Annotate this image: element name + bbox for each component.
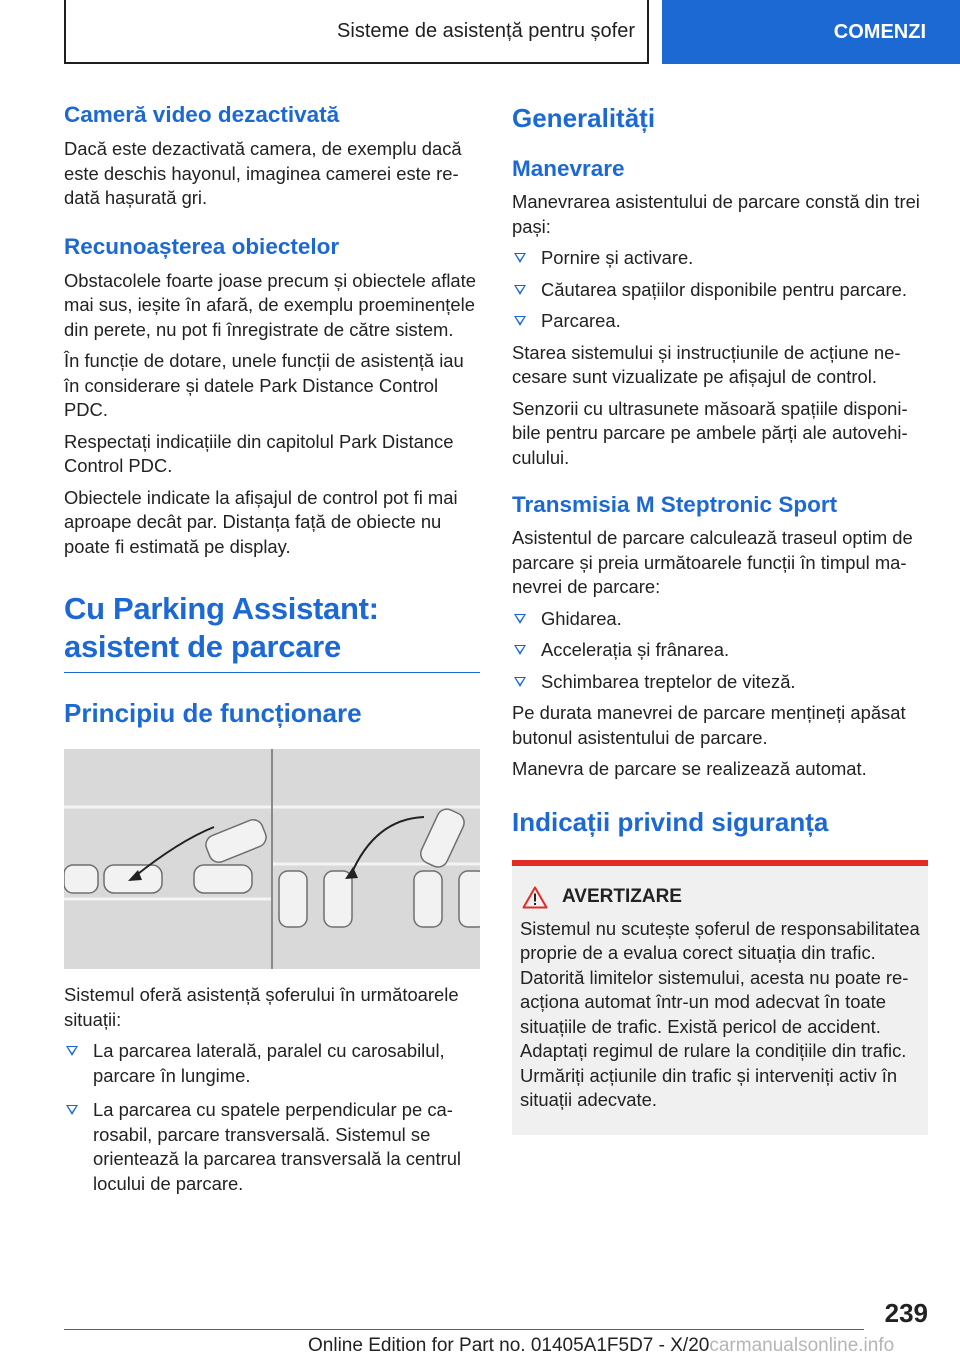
maneuver-paragraph: Starea sistemului și instrucțiunile de acțiune necesare sunt vizualizate pe afișajul de control. xyxy=(512,341,901,387)
section-title: Sisteme de asistență pentru șofer xyxy=(337,19,635,42)
left-column xyxy=(64,100,480,1196)
general-heading: Generalități xyxy=(512,103,656,133)
triangle-bullet-icon xyxy=(66,1105,78,1115)
warning-triangle-icon xyxy=(522,886,548,909)
triangle-bullet-icon xyxy=(514,316,526,326)
camera-text: Dacă este dezactivată camera, de exemplu dacă este deschis hayonul, imaginea camerei este redată hașurată gri. xyxy=(64,138,462,208)
transmission-paragraph: Manevra de parcare se realizează automat. xyxy=(512,758,867,779)
right-column xyxy=(512,100,928,1135)
list-item: Accelerația și frânarea. xyxy=(512,638,928,663)
recognition-paragraph: În funcție de dotare, unele funcții de asistență iau în considerare și datele Park Distance Control PDC. xyxy=(64,350,464,420)
list-item: Pornire și activare. xyxy=(512,246,928,271)
triangle-bullet-icon xyxy=(514,645,526,655)
warning-content xyxy=(512,866,928,1135)
safety-heading: Indicații privind siguranța xyxy=(512,806,829,837)
list-item: Schimbarea treptelor de viteză. xyxy=(512,670,928,695)
recognition-paragraph: Obstacolele foarte joase precum și obiectele aflate mai sus, ieșite în afară, de exemplu proeminențele din perete, nu pot fi înregistrate de către sistem. xyxy=(64,269,476,340)
chapter-title: COMENZI xyxy=(833,20,926,43)
transmission-list xyxy=(512,607,928,695)
watermark-text: carmanualsonline.info xyxy=(709,1335,895,1356)
page-number: 239 xyxy=(884,1298,928,1328)
heading-rule xyxy=(64,672,480,673)
triangle-bullet-icon xyxy=(514,614,526,624)
recognition-paragraph: Obiectele indicate la afișajul de control pot fi mai aproape decât par. Distanța față de obiecte nu poate fi estimată pe display. xyxy=(64,486,458,557)
main-heading: Cu Parking Assistant: asistent de parcare xyxy=(64,591,379,664)
transmission-heading: Transmisia M Steptronic Sport xyxy=(512,492,838,517)
parking-illustration-svg xyxy=(64,749,480,969)
triangle-bullet-icon xyxy=(514,285,526,295)
warning-title xyxy=(520,886,920,909)
camera-heading: Cameră video dezactivată xyxy=(64,102,340,127)
parking-illustration xyxy=(64,749,480,969)
list-item: Parcarea. xyxy=(512,309,928,334)
warning-box xyxy=(512,860,928,1135)
recognition-paragraph: Respectați indicațiile din capitolul Park Distance Control PDC. xyxy=(64,430,454,476)
warning-title-text: AVERTIZARE xyxy=(562,886,682,907)
maneuver-paragraph: Senzorii cu ultrasunete măsoară spațiile disponibile pentru parcare pe ambele părți ale autovehiculului. xyxy=(512,397,908,468)
edition-text: Online Edition for Part no. 01405A1F5D7 - X/20 xyxy=(308,1335,710,1356)
list-item: Ghidarea. xyxy=(512,607,928,632)
footer-edition xyxy=(308,1335,894,1357)
principle-list xyxy=(64,1039,480,1196)
header-section-title xyxy=(64,0,649,64)
maneuver-intro: Manevrarea asistentului de parcare constă din trei pași: xyxy=(512,191,920,237)
transmission-paragraph: Pe durata manevrei de parcare mențineți apăsat butonul asistentului de parcare. xyxy=(512,702,906,748)
list-item: La parcarea cu spatele perpendicular pe carosabil, parcare transversală. Sistemul se orientează la parcarea transversală la centrul locului de parcare. xyxy=(64,1098,480,1196)
principle-intro: Sistemul oferă asistență șoferului în următoarele situații: xyxy=(64,984,459,1030)
principle-heading: Principiu de funcționare xyxy=(64,698,362,728)
triangle-bullet-icon xyxy=(514,253,526,263)
warning-text: Sistemul nu scutește șoferul de responsabilitatea proprie de a evalua corect situația din trafic. Datorită limitelor sistemului, acesta nu poate reacționa automat într-un mod adecvat în toate situațiile de trafic. Există pericol de accident. Adaptați regimul de rulare la condițiile din trafic. Urmăriți acțiunile din trafic și interveniți activ în situații adecvate. xyxy=(520,917,920,1110)
header-chapter-tab[interactable] xyxy=(662,0,960,64)
footer-rule xyxy=(64,1329,864,1330)
maneuver-heading: Manevrare xyxy=(512,156,625,181)
triangle-bullet-icon xyxy=(66,1046,78,1056)
transmission-intro: Asistentul de parcare calculează traseul optim de parcare și preia următoarele funcții în timpul manevrei de parcare: xyxy=(512,527,913,597)
triangle-bullet-icon xyxy=(514,677,526,687)
list-item: La parcarea laterală, paralel cu carosabilul, parcare în lungime. xyxy=(64,1039,480,1088)
recognition-heading: Recunoașterea obiectelor xyxy=(64,233,340,259)
list-item: Căutarea spațiilor disponibile pentru parcare. xyxy=(512,278,928,303)
maneuver-steps xyxy=(512,246,928,334)
